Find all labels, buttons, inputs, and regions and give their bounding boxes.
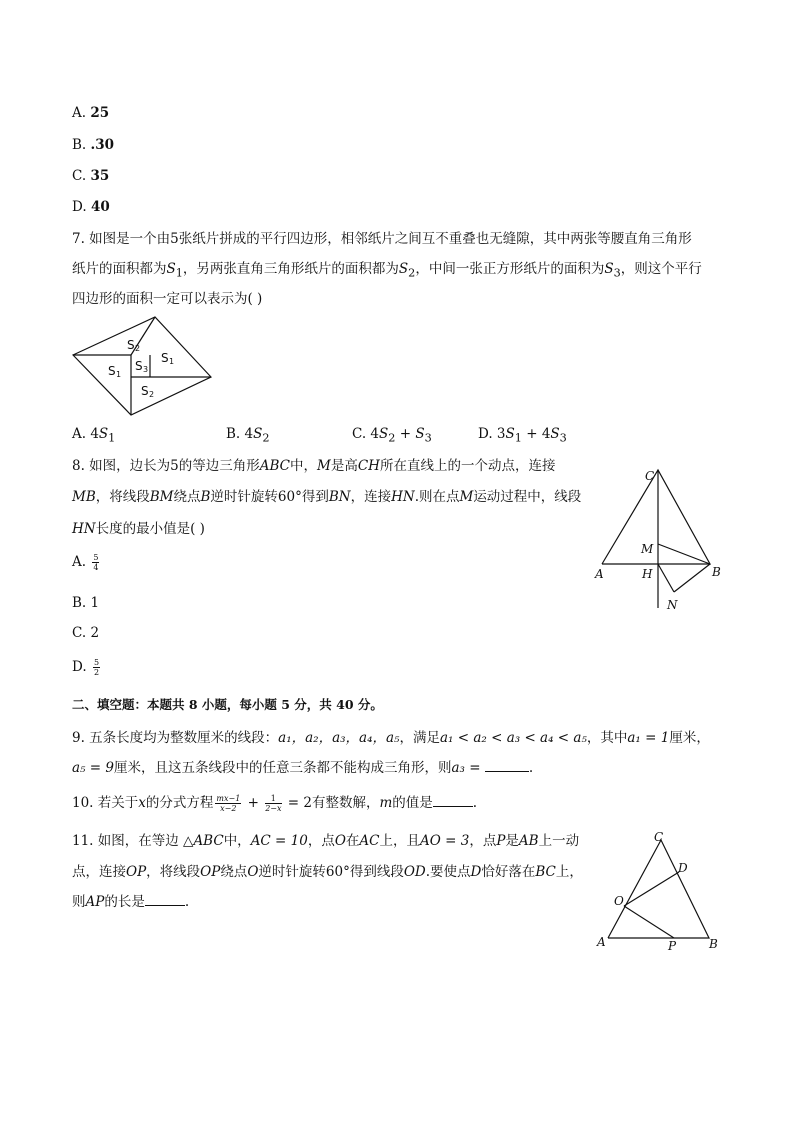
- q10-line1: 10. 若关于x的分式方程 $\frac{mx-1}{x-2}$ + $\frac{1}{2-x}$ = 2有整数解，m的值是 .: [72, 794, 478, 813]
- q11-answer-blank[interactable]: [145, 904, 185, 906]
- fig11-label-d: D: [678, 861, 688, 875]
- q8-option-b: B. 1: [72, 595, 100, 611]
- option-c: C. 35: [72, 168, 110, 184]
- option-b: B. .30: [72, 137, 115, 153]
- option-a: A. 25: [72, 105, 110, 121]
- fig7-s1-right: S: [161, 351, 169, 365]
- fig8-label-n: N: [667, 598, 678, 612]
- svg-text:2: 2: [135, 344, 141, 353]
- q8-line2: MB，将线段BM绕点B逆时针旋转60°得到BN，连接HN.则在点M运动过程中，线段: [72, 489, 582, 505]
- q8-triangle-figure: [590, 462, 730, 617]
- q8-line3: HN长度的最小值是( ): [72, 521, 205, 537]
- q9-answer-blank[interactable]: [485, 770, 529, 772]
- q7-line1: 7. 如图是一个由5张纸片拼成的平行四边形，相邻纸片之间互不重叠也无缝隙，其中两张等腰直角三角形: [72, 231, 692, 247]
- q8-option-d: D. $\frac{5}{2}$: [72, 658, 100, 677]
- fig7-s2-bottom: S: [141, 384, 149, 398]
- q11-triangle-figure: [592, 828, 727, 956]
- fig11-label-b: B: [709, 937, 718, 951]
- q7-line3: 四边形的面积一定可以表示为( ): [72, 291, 263, 307]
- fig8-label-b: B: [712, 565, 721, 579]
- q11-line3: 则AP的长是 .: [72, 894, 190, 910]
- q11-line2: 点，连接OP，将线段OP绕点O逆时针旋转60°得到线段OD.要使点D恰好落在BC上，: [72, 864, 583, 880]
- fig8-label-a: A: [595, 567, 604, 581]
- q7-option-c: C. $4S_2 + S_3$: [352, 426, 432, 445]
- q9-line2: a₅ = 9厘米，且这五条线段中的任意三条都不能构成三角形，则a₃ = .: [72, 760, 534, 776]
- q7-parallelogram-figure: [70, 315, 215, 419]
- q9-line1: 9. 五条长度均为整数厘米的线段：a₁，a₂，a₃，a₄，a₅，满足a₁ < a₂ < a₃ < a₄ < a₅，其中a₁ = 1厘米，: [72, 730, 710, 746]
- q7-option-d: D. $3S_1 + 4S_3$: [478, 426, 567, 445]
- q10-answer-blank[interactable]: [433, 805, 473, 807]
- q8-line1: 8. 如图，边长为5的等边三角形ABC中，M是高CH所在直线上的一个动点，连接: [72, 458, 556, 474]
- fig11-label-c: C: [654, 830, 664, 844]
- q8-option-a: A. $\frac{5}{4}$: [72, 553, 99, 572]
- fig8-label-h: H: [642, 567, 653, 581]
- fig8-label-m: M: [641, 542, 654, 556]
- svg-text:3: 3: [143, 365, 149, 374]
- section-heading-fill-in: 二、填空题：本题共 8 小题，每小题 5 分，共 40 分。: [72, 697, 383, 712]
- fig11-label-p: P: [668, 939, 677, 953]
- svg-text:2: 2: [149, 390, 155, 399]
- q7-option-a: A. $4S_1$: [72, 426, 116, 445]
- q7-line2: 纸片的面积都为$S_1$，另两张直角三角形纸片的面积都为$S_2$，中间一张正方形纸片的面积为$S_3$，则这个平行: [72, 261, 702, 280]
- q7-option-b: B. $4S_2$: [226, 426, 270, 445]
- q8-option-c: C. 2: [72, 625, 100, 641]
- q11-line1: 11. 如图，在等边 △ABC中，AC = 10，点O在AC上，且AO = 3，点P是AB上一动: [72, 833, 580, 849]
- fig7-s3: S: [135, 359, 143, 373]
- fig11-label-a: A: [597, 935, 606, 949]
- svg-text:1: 1: [169, 357, 175, 366]
- fig7-s1-left: S: [108, 364, 116, 378]
- fig8-label-c: C: [645, 469, 655, 483]
- fig7-s2-top: S: [127, 338, 135, 352]
- fig11-label-o: O: [614, 894, 624, 908]
- option-d: D. 40: [72, 199, 110, 215]
- svg-text:1: 1: [116, 370, 122, 379]
